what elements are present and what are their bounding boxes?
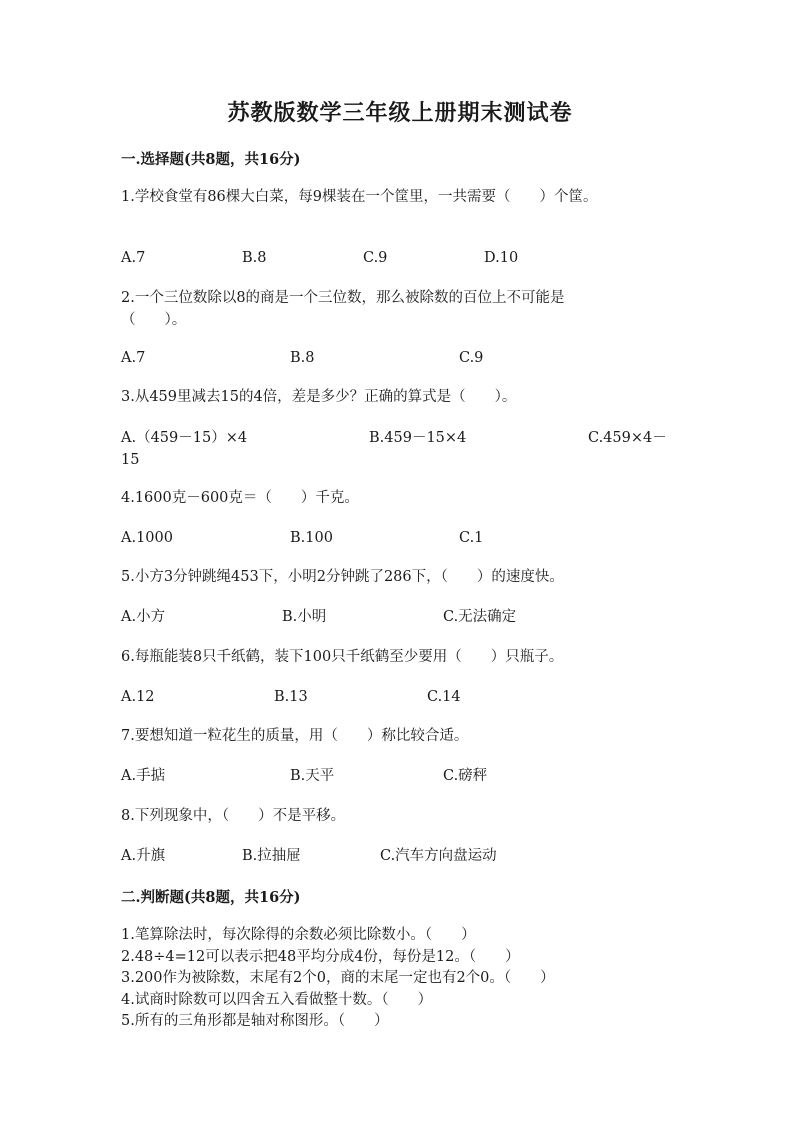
q5-option-c: C.无法确定 (443, 609, 517, 625)
section-heading-multiple-choice: 一.选择题(共8题，共16分) (121, 151, 301, 168)
q5-option-b: B.小明 (282, 609, 327, 625)
question-6: 6.每瓶能装8只千纸鹤，装下100只千纸鹤至少要用（ ）只瓶子。 (121, 649, 564, 665)
q6-option-a: A.12 (121, 689, 155, 705)
q1-option-b: B.8 (242, 250, 267, 266)
tf-item-2: 2.48÷4=12可以表示把48平均分成4份，每份是12。（ ） (121, 949, 520, 965)
q1-option-c: C.9 (363, 250, 388, 266)
question-2-line2: （ ）。 (121, 312, 187, 328)
q7-option-b: B.天平 (290, 768, 335, 784)
tf-item-3: 3.200作为被除数，末尾有2个0，商的末尾一定也有2个0。（ ） (121, 970, 555, 986)
q3-option-c: C.459×4－ (588, 430, 667, 446)
q3-option-a: A.（459－15）×4 (121, 430, 248, 446)
q4-option-a: A.1000 (121, 530, 173, 546)
q1-option-a: A.7 (121, 250, 146, 266)
q8-option-a: A.升旗 (121, 848, 166, 864)
question-5: 5.小方3分钟跳绳453下，小明2分钟跳了286下，（ ）的速度快。 (121, 569, 564, 585)
question-3: 3.从459里减去15的4倍，差是多少？正确的算式是（ ）。 (121, 389, 517, 405)
q7-option-c: C.磅秤 (443, 768, 488, 784)
question-1: 1.学校食堂有86棵大白菜，每9棵装在一个筐里，一共需要（ ）个筐。 (121, 189, 598, 205)
q8-option-c: C.汽车方向盘运动 (380, 848, 497, 864)
exam-title: 苏教版数学三年级上册期末测试卷 (227, 100, 573, 126)
question-7: 7.要想知道一粒花生的质量，用（ ）称比较合适。 (121, 728, 469, 744)
q2-option-b: B.8 (290, 350, 315, 366)
q4-option-b: B.100 (290, 530, 333, 546)
question-2: 2.一个三位数除以8的商是一个三位数，那么被除数的百位上不可能是 (121, 290, 565, 306)
q4-option-c: C.1 (459, 530, 484, 546)
q3-option-c-wrap: 15 (121, 452, 140, 468)
q5-option-a: A.小方 (121, 609, 166, 625)
tf-item-5: 5.所有的三角形都是轴对称图形。（ ） (121, 1013, 389, 1029)
question-4: 4.1600克－600克＝（ ）千克。 (121, 490, 359, 506)
q1-option-d: D.10 (484, 250, 519, 266)
q2-option-a: A.7 (121, 350, 146, 366)
q6-option-b: B.13 (274, 689, 308, 705)
q7-option-a: A.手掂 (121, 768, 166, 784)
tf-item-1: 1.笔算除法时，每次除得的余数必须比除数小。（ ） (121, 927, 476, 943)
tf-item-4: 4.试商时除数可以四舍五入看做整十数。（ ） (121, 992, 433, 1008)
section-heading-true-false: 二.判断题(共8题，共16分) (121, 889, 301, 906)
q8-option-b: B.拉抽屉 (242, 848, 301, 864)
q2-option-c: C.9 (459, 350, 484, 366)
question-8: 8.下列现象中，（ ）不是平移。 (121, 808, 346, 824)
q6-option-c: C.14 (427, 689, 461, 705)
q3-option-b: B.459－15×4 (369, 430, 467, 446)
